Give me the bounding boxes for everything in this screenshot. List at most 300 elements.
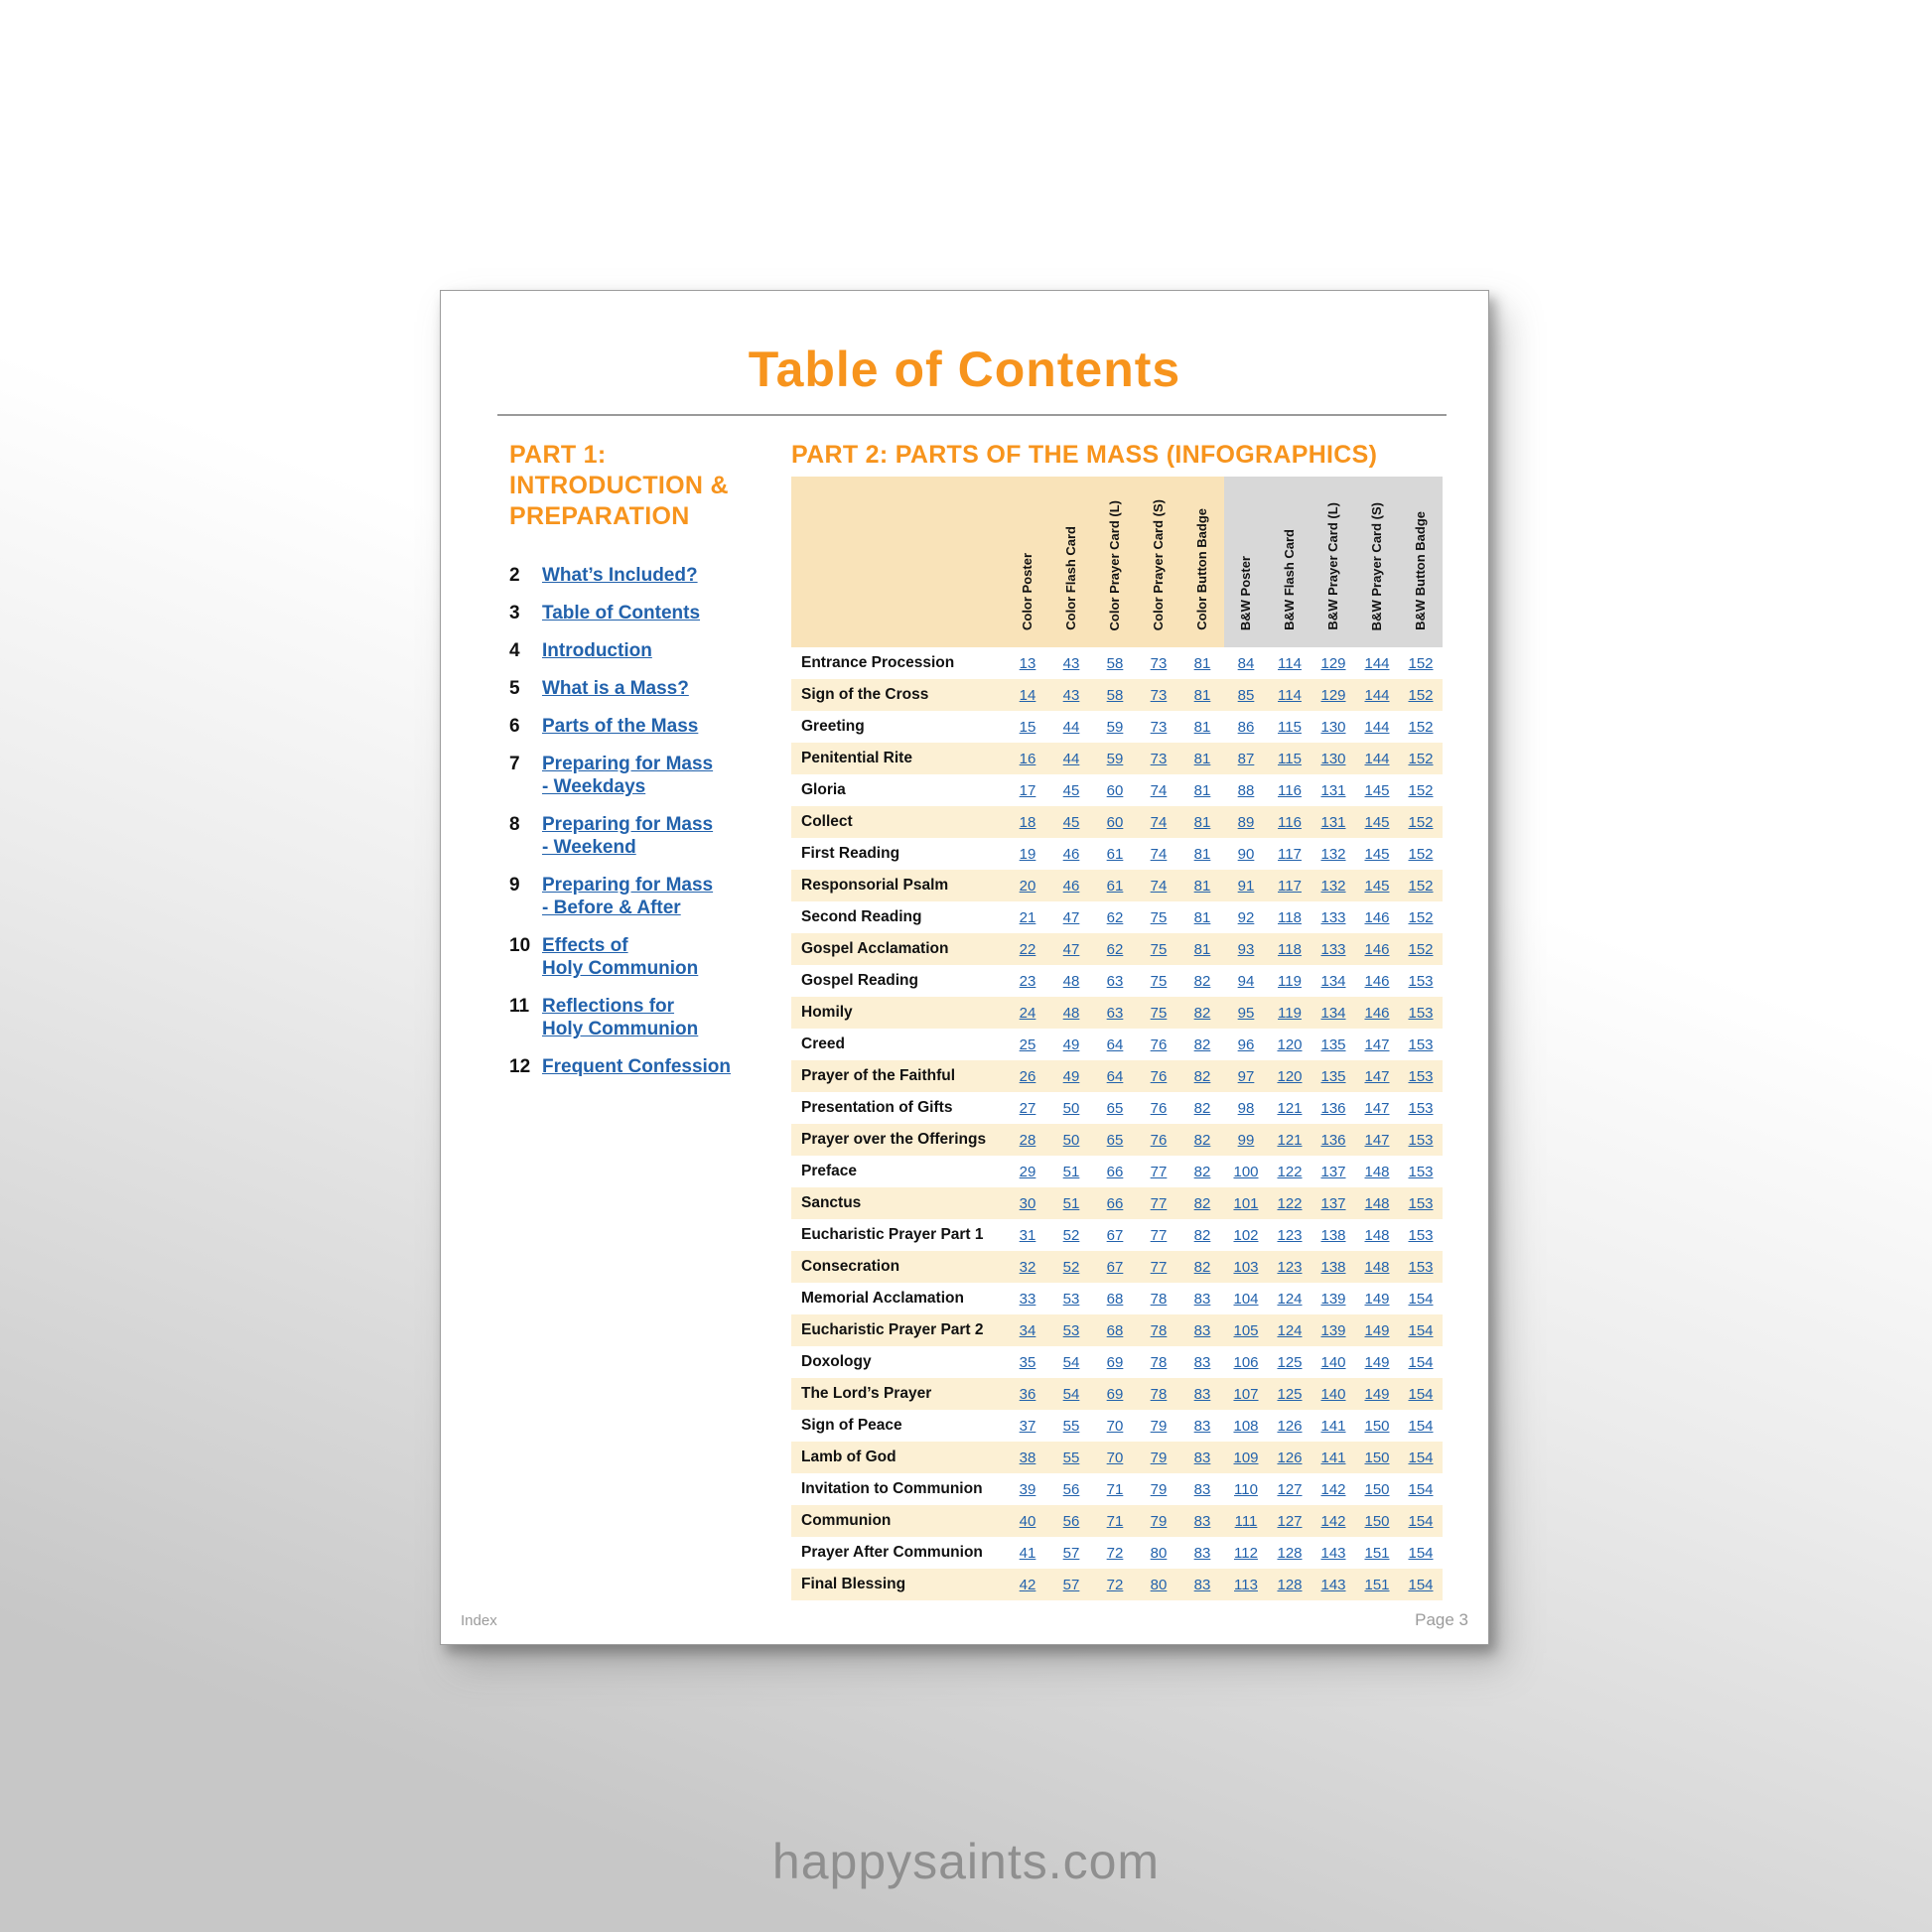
page-number-link[interactable]: 18 [1019,813,1036,831]
page-number-link[interactable]: 137 [1320,1194,1346,1212]
page-number-link[interactable]: 138 [1320,1258,1346,1276]
page-number-link[interactable]: 103 [1233,1258,1259,1276]
page-number-link[interactable]: 148 [1364,1258,1390,1276]
page-number-link[interactable]: 80 [1150,1544,1168,1562]
toc-item-link[interactable]: Table of Contents [542,603,701,623]
page-number-link[interactable]: 153 [1408,1067,1434,1085]
page-number-link[interactable]: 127 [1277,1512,1303,1530]
page-number-link[interactable]: 116 [1278,813,1302,831]
page-number-link[interactable]: 82 [1193,1194,1211,1212]
page-number-link[interactable]: 77 [1150,1258,1168,1276]
page-number-link[interactable]: 84 [1237,654,1255,672]
page-number-link[interactable]: 112 [1234,1544,1258,1562]
page-number-link[interactable]: 138 [1320,1226,1346,1244]
page-number-link[interactable]: 154 [1408,1385,1434,1403]
page-number-link[interactable]: 82 [1193,1067,1211,1085]
page-number-link[interactable]: 98 [1237,1099,1255,1117]
page-number-link[interactable]: 20 [1019,877,1036,895]
page-number-link[interactable]: 126 [1277,1449,1303,1466]
page-number-link[interactable]: 93 [1237,940,1255,958]
page-number-link[interactable]: 60 [1106,781,1124,799]
page-number-link[interactable]: 54 [1062,1385,1080,1403]
page-number-link[interactable]: 149 [1364,1385,1390,1403]
page-number-link[interactable]: 106 [1233,1353,1259,1371]
page-number-link[interactable]: 89 [1237,813,1255,831]
page-number-link[interactable]: 77 [1150,1163,1168,1180]
page-number-link[interactable]: 143 [1320,1544,1346,1562]
page-number-link[interactable]: 42 [1019,1576,1036,1593]
page-number-link[interactable]: 145 [1364,845,1390,863]
page-number-link[interactable]: 82 [1193,1004,1211,1022]
page-number-link[interactable]: 81 [1193,686,1211,704]
page-number-link[interactable]: 37 [1019,1417,1036,1435]
page-number-link[interactable]: 153 [1408,972,1434,990]
page-number-link[interactable]: 17 [1019,781,1036,799]
page-number-link[interactable]: 82 [1193,1035,1211,1053]
page-number-link[interactable]: 100 [1233,1163,1259,1180]
page-number-link[interactable]: 57 [1062,1544,1080,1562]
page-number-link[interactable]: 81 [1193,781,1211,799]
page-number-link[interactable]: 121 [1277,1099,1303,1117]
page-number-link[interactable]: 150 [1364,1512,1390,1530]
page-number-link[interactable]: 132 [1320,877,1346,895]
page-number-link[interactable]: 140 [1320,1353,1346,1371]
page-number-link[interactable]: 24 [1019,1004,1036,1022]
page-number-link[interactable]: 143 [1320,1576,1346,1593]
page-number-link[interactable]: 78 [1150,1290,1168,1308]
page-number-link[interactable]: 153 [1408,1163,1434,1180]
page-number-link[interactable]: 75 [1150,940,1168,958]
page-number-link[interactable]: 48 [1062,972,1080,990]
page-number-link[interactable]: 83 [1193,1512,1211,1530]
page-number-link[interactable]: 141 [1320,1449,1346,1466]
page-number-link[interactable]: 43 [1062,686,1080,704]
page-number-link[interactable]: 132 [1320,845,1346,863]
page-number-link[interactable]: 111 [1234,1512,1258,1530]
page-number-link[interactable]: 70 [1106,1417,1124,1435]
page-number-link[interactable]: 91 [1237,877,1255,895]
page-number-link[interactable]: 92 [1237,908,1255,926]
page-number-link[interactable]: 75 [1150,908,1168,926]
page-number-link[interactable]: 125 [1277,1353,1303,1371]
page-number-link[interactable]: 49 [1062,1067,1080,1085]
page-number-link[interactable]: 68 [1106,1321,1124,1339]
page-number-link[interactable]: 127 [1277,1480,1303,1498]
page-number-link[interactable]: 81 [1193,750,1211,767]
page-number-link[interactable]: 74 [1150,845,1168,863]
page-number-link[interactable]: 153 [1408,1131,1434,1149]
page-number-link[interactable]: 151 [1364,1576,1390,1593]
page-number-link[interactable]: 153 [1408,1226,1434,1244]
page-number-link[interactable]: 36 [1019,1385,1036,1403]
page-number-link[interactable]: 68 [1106,1290,1124,1308]
page-number-link[interactable]: 50 [1062,1099,1080,1117]
page-number-link[interactable]: 83 [1193,1353,1211,1371]
page-number-link[interactable]: 133 [1320,940,1346,958]
page-number-link[interactable]: 151 [1364,1544,1390,1562]
page-number-link[interactable]: 65 [1106,1131,1124,1149]
page-number-link[interactable]: 82 [1193,1226,1211,1244]
page-number-link[interactable]: 97 [1237,1067,1255,1085]
page-number-link[interactable]: 55 [1062,1417,1080,1435]
page-number-link[interactable]: 83 [1193,1576,1211,1593]
page-number-link[interactable]: 79 [1150,1480,1168,1498]
page-number-link[interactable]: 146 [1364,972,1390,990]
page-number-link[interactable]: 152 [1408,718,1434,736]
page-number-link[interactable]: 46 [1062,877,1080,895]
page-number-link[interactable]: 69 [1106,1385,1124,1403]
page-number-link[interactable]: 88 [1237,781,1255,799]
page-number-link[interactable]: 62 [1106,940,1124,958]
page-number-link[interactable]: 122 [1277,1163,1303,1180]
page-number-link[interactable]: 139 [1320,1290,1346,1308]
page-number-link[interactable]: 72 [1106,1544,1124,1562]
toc-item-link[interactable]: Effects of Holy Communion [542,935,699,979]
page-number-link[interactable]: 81 [1193,877,1211,895]
page-number-link[interactable]: 105 [1233,1321,1259,1339]
page-number-link[interactable]: 83 [1193,1544,1211,1562]
page-number-link[interactable]: 109 [1233,1449,1259,1466]
page-number-link[interactable]: 55 [1062,1449,1080,1466]
page-number-link[interactable]: 28 [1019,1131,1036,1149]
page-number-link[interactable]: 115 [1278,750,1302,767]
page-number-link[interactable]: 66 [1106,1194,1124,1212]
page-number-link[interactable]: 102 [1233,1226,1259,1244]
page-number-link[interactable]: 48 [1062,1004,1080,1022]
page-number-link[interactable]: 39 [1019,1480,1036,1498]
page-number-link[interactable]: 67 [1106,1258,1124,1276]
page-number-link[interactable]: 87 [1237,750,1255,767]
page-number-link[interactable]: 85 [1237,686,1255,704]
page-number-link[interactable]: 78 [1150,1353,1168,1371]
page-number-link[interactable]: 75 [1150,1004,1168,1022]
page-number-link[interactable]: 75 [1150,972,1168,990]
toc-item-link[interactable]: Introduction [542,640,652,661]
page-number-link[interactable]: 78 [1150,1385,1168,1403]
page-number-link[interactable]: 116 [1278,781,1302,799]
page-number-link[interactable]: 82 [1193,1258,1211,1276]
page-number-link[interactable]: 71 [1106,1480,1124,1498]
page-number-link[interactable]: 83 [1193,1321,1211,1339]
page-number-link[interactable]: 64 [1106,1067,1124,1085]
page-number-link[interactable]: 149 [1364,1353,1390,1371]
page-number-link[interactable]: 34 [1019,1321,1036,1339]
page-number-link[interactable]: 140 [1320,1385,1346,1403]
page-number-link[interactable]: 54 [1062,1353,1080,1371]
page-number-link[interactable]: 141 [1320,1417,1346,1435]
page-number-link[interactable]: 128 [1277,1576,1303,1593]
page-number-link[interactable]: 135 [1320,1035,1346,1053]
page-number-link[interactable]: 119 [1278,1004,1302,1022]
page-number-link[interactable]: 76 [1150,1067,1168,1085]
page-number-link[interactable]: 79 [1150,1417,1168,1435]
page-number-link[interactable]: 53 [1062,1290,1080,1308]
page-number-link[interactable]: 152 [1408,781,1434,799]
page-number-link[interactable]: 96 [1237,1035,1255,1053]
page-number-link[interactable]: 83 [1193,1449,1211,1466]
page-number-link[interactable]: 73 [1150,686,1168,704]
page-number-link[interactable]: 47 [1062,940,1080,958]
page-number-link[interactable]: 152 [1408,750,1434,767]
page-number-link[interactable]: 153 [1408,1004,1434,1022]
page-number-link[interactable]: 144 [1364,686,1390,704]
page-number-link[interactable]: 136 [1320,1131,1346,1149]
page-number-link[interactable]: 104 [1233,1290,1259,1308]
page-number-link[interactable]: 152 [1408,845,1434,863]
page-number-link[interactable]: 129 [1320,686,1346,704]
page-number-link[interactable]: 77 [1150,1226,1168,1244]
page-number-link[interactable]: 86 [1237,718,1255,736]
page-number-link[interactable]: 81 [1193,908,1211,926]
page-number-link[interactable]: 25 [1019,1035,1036,1053]
page-number-link[interactable]: 90 [1237,845,1255,863]
page-number-link[interactable]: 146 [1364,908,1390,926]
page-number-link[interactable]: 38 [1019,1449,1036,1466]
page-number-link[interactable]: 30 [1019,1194,1036,1212]
page-number-link[interactable]: 147 [1364,1067,1390,1085]
page-number-link[interactable]: 52 [1062,1258,1080,1276]
page-number-link[interactable]: 113 [1234,1576,1258,1593]
page-number-link[interactable]: 152 [1408,654,1434,672]
page-number-link[interactable]: 61 [1106,877,1124,895]
page-number-link[interactable]: 63 [1106,972,1124,990]
page-number-link[interactable]: 51 [1062,1194,1080,1212]
page-number-link[interactable]: 31 [1019,1226,1036,1244]
page-number-link[interactable]: 76 [1150,1035,1168,1053]
page-number-link[interactable]: 152 [1408,877,1434,895]
page-number-link[interactable]: 118 [1278,940,1302,958]
page-number-link[interactable]: 128 [1277,1544,1303,1562]
page-number-link[interactable]: 29 [1019,1163,1036,1180]
page-number-link[interactable]: 81 [1193,718,1211,736]
page-number-link[interactable]: 56 [1062,1480,1080,1498]
page-number-link[interactable]: 66 [1106,1163,1124,1180]
page-number-link[interactable]: 81 [1193,940,1211,958]
page-number-link[interactable]: 150 [1364,1480,1390,1498]
page-number-link[interactable]: 131 [1320,781,1346,799]
page-number-link[interactable]: 148 [1364,1226,1390,1244]
toc-item-link[interactable]: What’s Included? [542,565,698,586]
toc-item-link[interactable]: Preparing for Mass - Weekend [542,814,714,858]
page-number-link[interactable]: 117 [1278,845,1302,863]
page-number-link[interactable]: 81 [1193,654,1211,672]
page-number-link[interactable]: 130 [1320,750,1346,767]
page-number-link[interactable]: 21 [1019,908,1036,926]
page-number-link[interactable]: 154 [1408,1544,1434,1562]
page-number-link[interactable]: 117 [1278,877,1302,895]
page-number-link[interactable]: 137 [1320,1163,1346,1180]
page-number-link[interactable]: 153 [1408,1035,1434,1053]
toc-item-link[interactable]: Reflections for Holy Communion [542,996,699,1039]
toc-item-link[interactable]: What is a Mass? [542,678,689,699]
toc-item-link[interactable]: Parts of the Mass [542,716,699,737]
page-number-link[interactable]: 152 [1408,813,1434,831]
page-number-link[interactable]: 74 [1150,813,1168,831]
page-number-link[interactable]: 124 [1277,1321,1303,1339]
page-number-link[interactable]: 41 [1019,1544,1036,1562]
page-number-link[interactable]: 16 [1019,750,1036,767]
page-number-link[interactable]: 74 [1150,877,1168,895]
page-number-link[interactable]: 147 [1364,1099,1390,1117]
page-number-link[interactable]: 146 [1364,940,1390,958]
page-number-link[interactable]: 43 [1062,654,1080,672]
page-number-link[interactable]: 142 [1320,1512,1346,1530]
page-number-link[interactable]: 119 [1278,972,1302,990]
page-number-link[interactable]: 107 [1233,1385,1259,1403]
page-number-link[interactable]: 40 [1019,1512,1036,1530]
page-number-link[interactable]: 95 [1237,1004,1255,1022]
page-number-link[interactable]: 154 [1408,1417,1434,1435]
page-number-link[interactable]: 125 [1277,1385,1303,1403]
page-number-link[interactable]: 47 [1062,908,1080,926]
page-number-link[interactable]: 45 [1062,781,1080,799]
page-number-link[interactable]: 154 [1408,1321,1434,1339]
page-number-link[interactable]: 83 [1193,1417,1211,1435]
page-number-link[interactable]: 81 [1193,845,1211,863]
page-number-link[interactable]: 53 [1062,1321,1080,1339]
page-number-link[interactable]: 130 [1320,718,1346,736]
page-number-link[interactable]: 76 [1150,1099,1168,1117]
page-number-link[interactable]: 145 [1364,813,1390,831]
page-number-link[interactable]: 22 [1019,940,1036,958]
page-number-link[interactable]: 59 [1106,718,1124,736]
page-number-link[interactable]: 83 [1193,1385,1211,1403]
page-number-link[interactable]: 78 [1150,1321,1168,1339]
page-number-link[interactable]: 136 [1320,1099,1346,1117]
page-number-link[interactable]: 45 [1062,813,1080,831]
page-number-link[interactable]: 44 [1062,750,1080,767]
page-number-link[interactable]: 152 [1408,908,1434,926]
page-number-link[interactable]: 27 [1019,1099,1036,1117]
page-number-link[interactable]: 126 [1277,1417,1303,1435]
page-number-link[interactable]: 72 [1106,1576,1124,1593]
page-number-link[interactable]: 148 [1364,1163,1390,1180]
page-number-link[interactable]: 23 [1019,972,1036,990]
toc-item-link[interactable]: Frequent Confession [542,1056,732,1077]
page-number-link[interactable]: 152 [1408,940,1434,958]
page-number-link[interactable]: 59 [1106,750,1124,767]
page-number-link[interactable]: 110 [1234,1480,1258,1498]
page-number-link[interactable]: 142 [1320,1480,1346,1498]
page-number-link[interactable]: 61 [1106,845,1124,863]
page-number-link[interactable]: 64 [1106,1035,1124,1053]
page-number-link[interactable]: 134 [1320,1004,1346,1022]
page-number-link[interactable]: 153 [1408,1258,1434,1276]
page-number-link[interactable]: 144 [1364,654,1390,672]
page-number-link[interactable]: 94 [1237,972,1255,990]
page-number-link[interactable]: 73 [1150,718,1168,736]
page-number-link[interactable]: 133 [1320,908,1346,926]
page-number-link[interactable]: 15 [1019,718,1036,736]
page-number-link[interactable]: 56 [1062,1512,1080,1530]
page-number-link[interactable]: 154 [1408,1576,1434,1593]
page-number-link[interactable]: 19 [1019,845,1036,863]
page-number-link[interactable]: 149 [1364,1290,1390,1308]
toc-item-link[interactable]: Preparing for Mass - Before & After [542,875,714,918]
page-number-link[interactable]: 118 [1278,908,1302,926]
page-number-link[interactable]: 114 [1278,654,1302,672]
page-number-link[interactable]: 62 [1106,908,1124,926]
page-number-link[interactable]: 153 [1408,1099,1434,1117]
page-number-link[interactable]: 124 [1277,1290,1303,1308]
page-number-link[interactable]: 13 [1019,654,1036,672]
page-number-link[interactable]: 150 [1364,1417,1390,1435]
page-number-link[interactable]: 73 [1150,750,1168,767]
page-number-link[interactable]: 120 [1277,1035,1303,1053]
page-number-link[interactable]: 46 [1062,845,1080,863]
page-number-link[interactable]: 122 [1277,1194,1303,1212]
page-number-link[interactable]: 139 [1320,1321,1346,1339]
page-number-link[interactable]: 63 [1106,1004,1124,1022]
page-number-link[interactable]: 131 [1320,813,1346,831]
page-number-link[interactable]: 69 [1106,1353,1124,1371]
page-number-link[interactable]: 26 [1019,1067,1036,1085]
page-number-link[interactable]: 79 [1150,1449,1168,1466]
page-number-link[interactable]: 115 [1278,718,1302,736]
page-number-link[interactable]: 154 [1408,1290,1434,1308]
page-number-link[interactable]: 154 [1408,1480,1434,1498]
page-number-link[interactable]: 82 [1193,1099,1211,1117]
page-number-link[interactable]: 153 [1408,1194,1434,1212]
page-number-link[interactable]: 134 [1320,972,1346,990]
page-number-link[interactable]: 80 [1150,1576,1168,1593]
page-number-link[interactable]: 83 [1193,1480,1211,1498]
page-number-link[interactable]: 150 [1364,1449,1390,1466]
page-number-link[interactable]: 14 [1019,686,1036,704]
page-number-link[interactable]: 120 [1277,1067,1303,1085]
toc-item-link[interactable]: Preparing for Mass - Weekdays [542,754,714,797]
page-number-link[interactable]: 154 [1408,1353,1434,1371]
page-number-link[interactable]: 135 [1320,1067,1346,1085]
page-number-link[interactable]: 67 [1106,1226,1124,1244]
page-number-link[interactable]: 108 [1233,1417,1259,1435]
page-number-link[interactable]: 52 [1062,1226,1080,1244]
page-number-link[interactable]: 129 [1320,654,1346,672]
page-number-link[interactable]: 70 [1106,1449,1124,1466]
page-number-link[interactable]: 145 [1364,781,1390,799]
page-number-link[interactable]: 58 [1106,686,1124,704]
page-number-link[interactable]: 49 [1062,1035,1080,1053]
page-number-link[interactable]: 146 [1364,1004,1390,1022]
page-number-link[interactable]: 35 [1019,1353,1036,1371]
page-number-link[interactable]: 82 [1193,1163,1211,1180]
page-number-link[interactable]: 147 [1364,1035,1390,1053]
page-number-link[interactable]: 77 [1150,1194,1168,1212]
page-number-link[interactable]: 50 [1062,1131,1080,1149]
page-number-link[interactable]: 32 [1019,1258,1036,1276]
page-number-link[interactable]: 60 [1106,813,1124,831]
page-number-link[interactable]: 73 [1150,654,1168,672]
page-number-link[interactable]: 82 [1193,972,1211,990]
page-number-link[interactable]: 79 [1150,1512,1168,1530]
page-number-link[interactable]: 44 [1062,718,1080,736]
page-number-link[interactable]: 57 [1062,1576,1080,1593]
page-number-link[interactable]: 76 [1150,1131,1168,1149]
page-number-link[interactable]: 74 [1150,781,1168,799]
page-number-link[interactable]: 154 [1408,1512,1434,1530]
page-number-link[interactable]: 149 [1364,1321,1390,1339]
page-number-link[interactable]: 154 [1408,1449,1434,1466]
page-number-link[interactable]: 144 [1364,718,1390,736]
page-number-link[interactable]: 101 [1233,1194,1259,1212]
page-number-link[interactable]: 144 [1364,750,1390,767]
page-number-link[interactable]: 145 [1364,877,1390,895]
page-number-link[interactable]: 51 [1062,1163,1080,1180]
page-number-link[interactable]: 33 [1019,1290,1036,1308]
page-number-link[interactable]: 65 [1106,1099,1124,1117]
page-number-link[interactable]: 81 [1193,813,1211,831]
page-number-link[interactable]: 123 [1277,1258,1303,1276]
